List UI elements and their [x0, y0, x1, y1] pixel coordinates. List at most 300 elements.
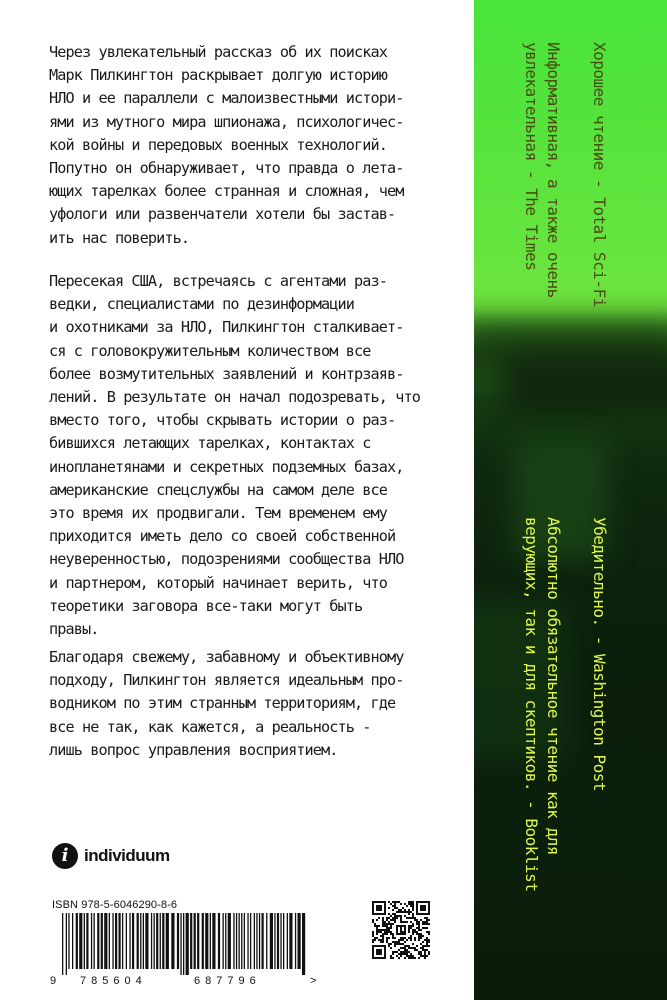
qr-module: [374, 937, 376, 939]
qr-module: [418, 927, 420, 929]
review-quote-washington-post: Убедительно. - Washington Post: [590, 517, 609, 791]
qr-module: [392, 937, 394, 939]
barcode-bar: [270, 913, 273, 969]
qr-module: [412, 905, 414, 907]
qr-module: [424, 927, 426, 929]
qr-module: [420, 929, 422, 931]
qr-module: [406, 911, 408, 913]
barcode-bar: [166, 913, 169, 969]
qr-module: [414, 937, 416, 939]
qr-module: [376, 949, 382, 955]
barcode-bar: [280, 913, 281, 969]
qr-module: [400, 947, 402, 949]
barcode-bar: [143, 913, 144, 969]
qr-module: [386, 925, 388, 927]
barcode-bar: [302, 913, 305, 975]
barcode-bar: [112, 913, 113, 969]
qr-module: [424, 945, 426, 947]
qr-module: [414, 931, 416, 933]
qr-module: [372, 939, 374, 941]
barcode-bar: [197, 913, 199, 969]
qr-module: [404, 953, 406, 955]
qr-module: [412, 915, 414, 917]
qr-module: [420, 933, 422, 935]
qr-module: [394, 905, 396, 907]
qr-module: [406, 949, 408, 951]
qr-module: [386, 937, 388, 939]
qr-module: [404, 937, 406, 939]
qr-module: [408, 929, 410, 931]
barcode-bar: [262, 913, 264, 969]
qr-module: [408, 903, 410, 905]
barcode-bar: [225, 913, 226, 969]
qr-module: [424, 921, 426, 923]
qr-module: [416, 931, 418, 933]
barcode-bar: [228, 913, 231, 969]
qr-module: [422, 941, 424, 943]
qr-module: [398, 943, 400, 945]
qr-module: [422, 945, 424, 947]
barcode-bar: [79, 913, 82, 969]
qr-module: [372, 941, 374, 943]
qr-module: [384, 929, 386, 931]
qr-module: [412, 957, 414, 959]
qr-module: [410, 901, 412, 903]
qr-module: [422, 923, 424, 925]
qr-module: [406, 905, 408, 907]
qr-module: [404, 951, 406, 953]
barcode-bar: [190, 913, 192, 969]
qr-module: [410, 953, 412, 955]
qr-module: [422, 947, 424, 949]
qr-module: [382, 937, 384, 939]
qr-module: [414, 917, 416, 919]
qr-module: [422, 955, 424, 957]
qr-module: [426, 943, 428, 945]
qr-module: [420, 955, 422, 957]
qr-module: [404, 947, 406, 949]
qr-module: [420, 953, 422, 955]
qr-module: [410, 917, 412, 919]
qr-module: [410, 925, 412, 927]
qr-module: [392, 901, 394, 903]
qr-module: [412, 901, 414, 903]
qr-module: [426, 949, 428, 951]
review-quote-total-scifi: Хорошее чтение - Total Sci-Fi: [590, 42, 609, 307]
barcode-bar: [66, 913, 67, 975]
qr-module: [412, 913, 414, 915]
qr-module: [414, 949, 416, 951]
qr-module: [400, 917, 402, 919]
qr-module: [392, 933, 394, 935]
barcode-bar: [101, 913, 103, 969]
qr-module: [414, 919, 416, 921]
qr-module: [382, 921, 384, 923]
qr-module: [392, 905, 394, 907]
qr-module: [380, 941, 382, 943]
qr-module: [398, 915, 400, 917]
qr-module: [410, 947, 412, 949]
qr-module: [390, 947, 392, 949]
qr-module: [394, 917, 396, 919]
qr-module: [428, 953, 430, 955]
qr-module: [388, 923, 390, 925]
qr-module: [392, 935, 394, 937]
barcode-bar: [239, 913, 240, 969]
qr-module: [424, 917, 426, 919]
barcode-bar: [156, 913, 158, 969]
qr-module: [394, 919, 396, 921]
qr-module: [410, 911, 412, 913]
barcode-bar: [274, 913, 275, 969]
qr-module: [388, 929, 390, 931]
qr-module: [386, 941, 388, 943]
qr-module: [428, 933, 430, 935]
qr-module: [424, 939, 426, 941]
qr-module: [394, 913, 396, 915]
barcode-bar: [205, 913, 208, 969]
qr-module: [406, 917, 408, 919]
qr-module: [394, 941, 396, 943]
qr-module: [390, 915, 392, 917]
qr-module: [400, 939, 402, 941]
qr-module: [384, 933, 386, 935]
barcode-bar: [72, 913, 73, 969]
qr-module: [396, 955, 398, 957]
qr-module: [418, 921, 420, 923]
qr-module: [418, 933, 420, 935]
qr-module: [402, 907, 404, 909]
barcode-bar: [186, 913, 189, 975]
qr-module: [422, 921, 424, 923]
qr-module: [424, 923, 426, 925]
barcode-bar: [277, 913, 279, 969]
qr-module: [408, 951, 410, 953]
qr-module: [428, 941, 430, 943]
qr-module: [376, 931, 378, 933]
qr-module: [412, 933, 414, 935]
qr-module: [426, 939, 428, 941]
qr-module: [406, 951, 408, 953]
barcode-quiet-mark: >: [310, 975, 317, 987]
qr-module: [390, 931, 392, 933]
qr-module: [420, 919, 422, 921]
barcode-bar: [244, 913, 245, 969]
qr-module: [408, 913, 410, 915]
barcode-bar: [171, 913, 174, 969]
qr-module: [376, 925, 378, 927]
qr-module: [416, 923, 418, 925]
qr-module: [388, 901, 390, 903]
qr-module: [390, 955, 392, 957]
barcode-bar: [202, 913, 204, 969]
qr-module: [408, 927, 410, 929]
qr-module: [384, 931, 386, 933]
qr-module: [400, 937, 402, 939]
qr-module: [424, 949, 426, 951]
barcode-bar: [119, 913, 121, 969]
qr-module: [376, 919, 378, 921]
barcode-bar: [212, 913, 215, 969]
qr-code[interactable]: [372, 901, 430, 959]
qr-module: [382, 923, 384, 925]
barcode-bar: [91, 913, 92, 969]
qr-module: [400, 921, 402, 923]
qr-module: [408, 901, 410, 903]
qr-module: [400, 911, 402, 913]
qr-module: [424, 955, 426, 957]
qr-module: [402, 953, 404, 955]
qr-module: [404, 915, 406, 917]
qr-module: [388, 931, 390, 933]
qr-module: [426, 921, 428, 923]
qr-module: [420, 937, 422, 939]
qr-module: [408, 955, 410, 957]
barcode-bar: [287, 913, 288, 969]
qr-module: [396, 941, 398, 943]
qr-module: [404, 921, 406, 923]
qr-module: [406, 921, 408, 923]
qr-module: [420, 905, 426, 911]
qr-module: [382, 941, 384, 943]
qr-module: [388, 913, 390, 915]
qr-module: [394, 907, 396, 909]
barcode-bar: [241, 913, 242, 969]
qr-module: [408, 947, 410, 949]
qr-module: [376, 927, 378, 929]
qr-module: [408, 931, 410, 933]
qr-module: [416, 921, 418, 923]
qr-module: [396, 901, 398, 903]
barcode-bar: [250, 913, 251, 969]
barcode-bar: [151, 913, 152, 969]
qr-module: [418, 925, 420, 927]
qr-module: [400, 909, 402, 911]
qr-module: [410, 903, 412, 905]
qr-module: [400, 943, 402, 945]
back-cover-right-panel: [474, 0, 667, 1000]
qr-module: [372, 919, 374, 921]
qr-module: [420, 935, 422, 937]
qr-module: [384, 923, 386, 925]
qr-module: [426, 917, 428, 919]
qr-module: [410, 955, 412, 957]
publisher-logo: [52, 843, 170, 869]
qr-module: [400, 915, 402, 917]
qr-module: [372, 933, 374, 935]
barcode-bar: [236, 913, 237, 969]
qr-module: [396, 907, 398, 909]
qr-module: [426, 923, 428, 925]
qr-module: [412, 947, 414, 949]
qr-module: [406, 939, 408, 941]
qr-module: [388, 927, 390, 929]
qr-module: [412, 903, 414, 905]
qr-module: [378, 925, 380, 927]
qr-module: [402, 921, 404, 923]
qr-module: [398, 941, 400, 943]
qr-module: [394, 943, 396, 945]
qr-module: [380, 931, 382, 933]
qr-module: [402, 947, 404, 949]
barcode-bar: [94, 913, 95, 969]
qr-module: [390, 927, 392, 929]
qr-module: [416, 933, 418, 935]
qr-module: [402, 951, 404, 953]
qr-module: [416, 927, 418, 929]
blurb-paragraph-2: Пересекая США, встречаясь с агентами раз- ведки, специалистами по дезинформации и охотниками за НЛО, Пилкингтон сталкивает- ся с головокружительным количеством все более возмутительных заявлений и контрзаяв- лений. В результате он начал подозревать, что вместо того, чтобы скрывать истории о раз- бившихся летающих тарелках, контактах с инопланетянами и секретных подземных базах, американские спецслужбы на самом деле все это время их продвигали. Тем временем ему приходится иметь дело со своей собственной неуверенностью, подозрениями сообщества НЛО и партнером, который начинает верить, что теоретики заговора все-таки могут быть правы.: [49, 272, 420, 639]
qr-module: [396, 917, 398, 919]
qr-module: [428, 945, 430, 947]
qr-module: [386, 931, 388, 933]
barcode-bar: [137, 913, 139, 969]
qr-module: [418, 951, 420, 953]
barcode-bar: [84, 913, 85, 969]
qr-module: [418, 929, 420, 931]
qr-module: [382, 933, 384, 935]
qr-module: [412, 955, 414, 957]
barcode-bar: [247, 913, 248, 969]
qr-module: [396, 915, 398, 917]
qr-module: [400, 953, 402, 955]
qr-module: [428, 931, 430, 933]
qr-module: [428, 923, 430, 925]
qr-module: [426, 945, 428, 947]
qr-module: [414, 957, 416, 959]
qr-module: [412, 929, 414, 931]
qr-module: [398, 911, 400, 913]
barcode-bar: [210, 913, 211, 969]
qr-module: [372, 931, 374, 933]
qr-module: [388, 917, 390, 919]
qr-module: [398, 927, 400, 933]
qr-module: [382, 939, 384, 941]
qr-module: [390, 933, 392, 935]
qr-module: [380, 935, 382, 937]
qr-module: [412, 931, 414, 933]
qr-module: [392, 941, 394, 943]
qr-module: [394, 915, 396, 917]
qr-module: [394, 945, 396, 947]
qr-module: [400, 919, 402, 921]
qr-module: [418, 953, 420, 955]
isbn-label: ISBN 978-5-6046290-8-6: [52, 899, 178, 911]
qr-module: [382, 935, 384, 937]
barcode-bar: [162, 913, 164, 969]
qr-module: [376, 929, 378, 931]
qr-module: [378, 939, 380, 941]
qr-module: [376, 933, 378, 935]
qr-module: [408, 945, 410, 947]
qr-module: [378, 917, 380, 919]
barcode-bar: [97, 913, 99, 969]
barcode-bar: [256, 913, 257, 969]
qr-module: [412, 923, 414, 925]
qr-module: [388, 943, 390, 945]
qr-module: [392, 951, 394, 953]
barcode-bar: [86, 913, 88, 969]
qr-module: [398, 957, 400, 959]
qr-module: [398, 949, 400, 951]
qr-module: [400, 903, 402, 905]
qr-module: [410, 927, 412, 929]
qr-module: [412, 907, 414, 909]
qr-module: [384, 925, 386, 927]
publisher-name: individuum: [84, 846, 170, 865]
qr-module: [422, 927, 424, 929]
qr-module: [428, 939, 430, 941]
review-quote-booklist: Абсолютно обязательное чтение как для верующих, так и для скептиков. - Booklist: [522, 517, 563, 892]
qr-module: [426, 937, 428, 939]
qr-module: [400, 955, 402, 957]
qr-module: [390, 943, 392, 945]
qr-module: [382, 917, 384, 919]
qr-module: [376, 905, 382, 911]
barcode-bar: [254, 913, 255, 969]
panel-haze: [504, 355, 667, 415]
barcode-bar: [154, 913, 155, 969]
qr-module: [388, 907, 390, 909]
qr-module: [408, 937, 410, 939]
qr-module: [410, 935, 412, 937]
barcode-bar: [259, 913, 260, 969]
qr-module: [426, 955, 428, 957]
qr-module: [390, 919, 392, 921]
qr-module: [382, 919, 384, 921]
qr-module: [372, 935, 374, 937]
qr-module: [396, 951, 398, 953]
qr-module: [426, 927, 428, 929]
barcode-bar: [298, 913, 301, 969]
qr-module: [388, 945, 390, 947]
barcode-bar: [180, 913, 181, 975]
qr-module: [386, 933, 388, 935]
qr-module: [416, 945, 418, 947]
qr-module: [374, 939, 376, 941]
qr-module: [420, 947, 422, 949]
qr-module: [414, 929, 416, 931]
qr-module: [418, 939, 420, 941]
qr-module: [404, 949, 406, 951]
qr-module: [428, 919, 430, 921]
qr-module: [396, 911, 398, 913]
qr-module: [394, 951, 396, 953]
qr-module: [404, 909, 406, 911]
qr-module: [402, 943, 404, 945]
barcode-bar: [233, 913, 234, 969]
qr-module: [404, 945, 406, 947]
qr-module: [386, 929, 388, 931]
qr-module: [408, 911, 410, 913]
qr-module: [376, 937, 378, 939]
qr-module: [398, 939, 400, 941]
qr-module: [404, 903, 406, 905]
qr-module: [388, 921, 390, 923]
qr-module: [408, 925, 410, 927]
qr-module: [406, 953, 408, 955]
qr-module: [420, 943, 422, 945]
barcode-digits-left: 785604: [80, 975, 147, 987]
qr-module: [410, 957, 412, 959]
qr-module: [394, 921, 396, 923]
qr-module: [396, 943, 398, 945]
blurb-paragraph-3: Благодаря свежему, забавному и объективному подходу, Пилкингтон является идеальным про- водником по этим странным территориям, где все не так, как кажется, а реальность - лишь вопрос управления восприятием.: [49, 648, 404, 759]
qr-module: [402, 911, 404, 913]
qr-module: [420, 951, 422, 953]
qr-module: [380, 939, 382, 941]
barcode-bar: [140, 913, 141, 969]
qr-module: [422, 949, 424, 951]
